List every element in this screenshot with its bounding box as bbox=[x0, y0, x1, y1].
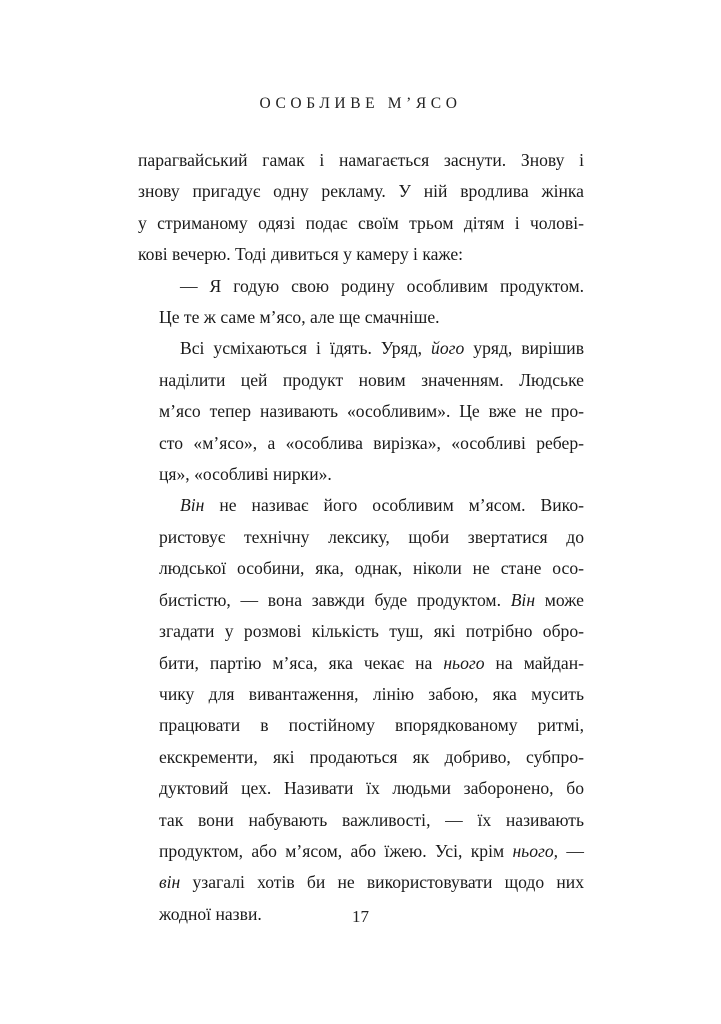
text-line bbox=[138, 239, 584, 270]
italic-text-segment: нього, bbox=[512, 840, 559, 861]
text-segment: м’ясо тепер називають «особливим». Це вже не про- bbox=[159, 401, 584, 422]
text-segment: на майдан- bbox=[484, 652, 585, 673]
text-segment: жодної назви. bbox=[159, 903, 262, 924]
italic-text-segment: його bbox=[431, 338, 465, 359]
italic-text-segment: нього bbox=[443, 652, 485, 673]
text-line bbox=[138, 145, 584, 176]
italic-text-segment: він bbox=[159, 872, 181, 893]
text-line bbox=[138, 176, 584, 207]
text-line bbox=[138, 459, 584, 490]
text-segment: Всі усміхаються і їдять. Уряд, bbox=[180, 338, 432, 359]
text-line bbox=[138, 396, 584, 427]
text-segment: — Я годую свою родину особливим продуктом. bbox=[180, 275, 584, 296]
paragraph bbox=[138, 333, 584, 490]
text-line bbox=[138, 710, 584, 741]
text-segment: ця», «особливі нирки». bbox=[159, 464, 332, 485]
running-head-title: ОСОБЛИВЕ М’ЯСО bbox=[259, 95, 462, 112]
italic-text-segment: Він bbox=[180, 495, 205, 516]
text-segment: уряд, вирішив bbox=[464, 338, 585, 359]
text-segment: сто «м’ясо», а «особлива вирізка», «особливі ребер- bbox=[159, 432, 584, 453]
text-line bbox=[138, 208, 584, 239]
body-text bbox=[138, 145, 584, 930]
text-segment: знову пригадує одну рекламу. У ній вродлива жінка bbox=[138, 181, 584, 202]
text-line bbox=[138, 679, 584, 710]
italic-text-segment: Він bbox=[510, 589, 536, 610]
text-line bbox=[138, 773, 584, 804]
text-line bbox=[138, 805, 584, 836]
text-segment: людської особини, яка, однак, ніколи не стане осо- bbox=[159, 558, 584, 579]
text-segment: парагвайський гамак і намагається заснути. Знову і bbox=[138, 150, 584, 170]
text-line bbox=[138, 742, 584, 773]
text-line bbox=[138, 271, 584, 302]
text-segment: дуктовий цех. Називати їх людьми заборонено, бо bbox=[159, 778, 584, 799]
text-line bbox=[138, 522, 584, 553]
text-segment: — bbox=[558, 840, 584, 861]
paragraph bbox=[138, 145, 584, 271]
text-segment: працювати в постійному впорядкованому ритмі, bbox=[159, 715, 584, 736]
text-line bbox=[138, 648, 584, 679]
text-segment: кові вечерю. Тоді дивиться у камеру і каже: bbox=[138, 244, 464, 265]
page-number: 17 bbox=[352, 907, 369, 926]
text-line bbox=[138, 365, 584, 396]
text-line bbox=[138, 333, 584, 364]
text-line bbox=[138, 836, 584, 867]
text-segment: продуктом, або м’ясом, або їжею. Усі, крім bbox=[159, 840, 513, 861]
text-segment: не називає його особливим м’ясом. Вико- bbox=[204, 495, 584, 516]
text-segment: бити, партію м’яса, яка чекає на bbox=[159, 652, 444, 673]
text-line bbox=[138, 302, 584, 333]
text-segment: узагалі хотів би не використовувати щодо них bbox=[180, 872, 584, 893]
text-line bbox=[138, 616, 584, 647]
text-line bbox=[138, 867, 584, 898]
text-line bbox=[138, 585, 584, 616]
paragraph bbox=[138, 271, 584, 334]
text-segment: наділити цей продукт новим значенням. Людське bbox=[159, 369, 584, 390]
text-segment: екскременти, які продаються як добриво, субпро- bbox=[159, 746, 584, 767]
text-segment: чику для вивантаження, лінію забою, яка мусить bbox=[159, 683, 584, 704]
text-line bbox=[138, 490, 584, 521]
text-segment: Це те ж саме м’ясо, але ще смачніше. bbox=[159, 307, 440, 328]
text-segment: у стриманому одязі подає своїм трьом дітям і чолові- bbox=[138, 212, 584, 233]
text-segment: так вони набувають важливості, — їх називають bbox=[159, 809, 584, 830]
text-segment: згадати у розмові кількість туш, які потрібно обро- bbox=[159, 621, 584, 642]
text-segment: ристовує технічну лексику, щоби звертатися до bbox=[159, 526, 584, 547]
text-line bbox=[138, 428, 584, 459]
paragraph bbox=[138, 490, 584, 930]
text-line bbox=[138, 553, 584, 584]
text-segment: може bbox=[535, 589, 584, 610]
text-segment: бистістю, — вона завжди буде продуктом. bbox=[159, 589, 511, 610]
